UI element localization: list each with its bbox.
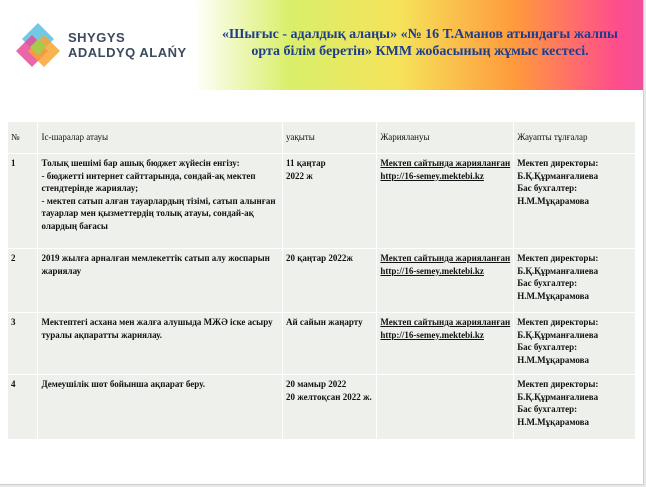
table-row [8, 313, 635, 374]
logo-text [68, 30, 187, 60]
row-responsible: Мектеп директоры: Б.Қ.Құрманғалиева Бас бухгалтер: Н.М.Мұқарамова [514, 154, 635, 248]
header-time: уақыты [283, 122, 376, 153]
row-time: 20 қаңтар 2022ж [283, 249, 376, 312]
table-row [8, 249, 635, 312]
row-time: 11 қаңтар 2022 ж [283, 154, 376, 248]
row-activity: Демеушілік шот бойынша ақпарат беру. [38, 375, 282, 439]
row-number: 4 [8, 375, 37, 439]
table-row [8, 375, 635, 439]
row-number: 1 [8, 154, 37, 248]
header-responsible: Жауапты тұлғалар [514, 122, 635, 153]
row-responsible: Мектеп директоры: Б.Қ.Құрманғалиева Бас бухгалтер: Н.М.Мұқарамова [514, 375, 635, 439]
logo-line-1: SHYGYS [68, 30, 126, 45]
header-number: № [8, 122, 37, 153]
row-responsible: Мектеп директоры: Б.Қ.Құрманғалиева Бас бухгалтер: Н.М.Мұқарамова [514, 313, 635, 374]
row-number: 2 [8, 249, 37, 312]
row-publication [377, 375, 513, 439]
logo-mark-icon [14, 21, 62, 69]
row-time: 20 мамыр 2022 20 желтоқсан 2022 ж. [283, 375, 376, 439]
schedule-table [7, 121, 636, 440]
page-title: «Шығыс - адалдық алаңы» «№ 16 Т.Аманов атындағы жалпы орта білім беретін» КММ жобасының жұмыс кестесі. [222, 27, 618, 59]
header-activity: Іс-шаралар атауы [38, 122, 282, 153]
row-time: Ай сайын жаңарту [283, 313, 376, 374]
row-activity: Мектептегі асхана мен жалға алушыда МЖӘ іске асыру туралы ақпаратты жариялау. [38, 313, 282, 374]
row-responsible: Мектеп директоры: Б.Қ.Құрманғалиева Бас бухгалтер: Н.М.Мұқарамова [514, 249, 635, 312]
row-number: 3 [8, 313, 37, 374]
header-banner [0, 0, 643, 90]
row-publication-link[interactable]: Мектеп сайтында жарияланған http://16-semey.mektebi.kz [377, 313, 513, 374]
row-activity: 2019 жылға арналған мемлекеттік сатып алу жоспарын жариялау [38, 249, 282, 312]
row-publication-link[interactable]: Мектеп сайтында жарияланған http://16-semey.mektebi.kz [377, 154, 513, 248]
logo [8, 6, 198, 84]
row-publication-link[interactable]: Мектеп сайтында жарияланған http://16-semey.mektebi.kz [377, 249, 513, 312]
row-activity: Толық шешімі бар ашық бюджет жүйесін енгізу: - бюджетті интернет сайттарында, сондай-ақ мектеп стендтерінде жариялау; - мектеп сатып алған тауарлардың тізімі, сатып алынған тауарлар мен қызметтердің толық атауы, сондай-ақ олардың бағасы [38, 154, 282, 248]
header-publication: Жариялануы [377, 122, 513, 153]
table-row [8, 154, 635, 248]
table-header-row [8, 122, 635, 153]
logo-line-2: ADALDYQ ALAŃY [68, 45, 187, 60]
